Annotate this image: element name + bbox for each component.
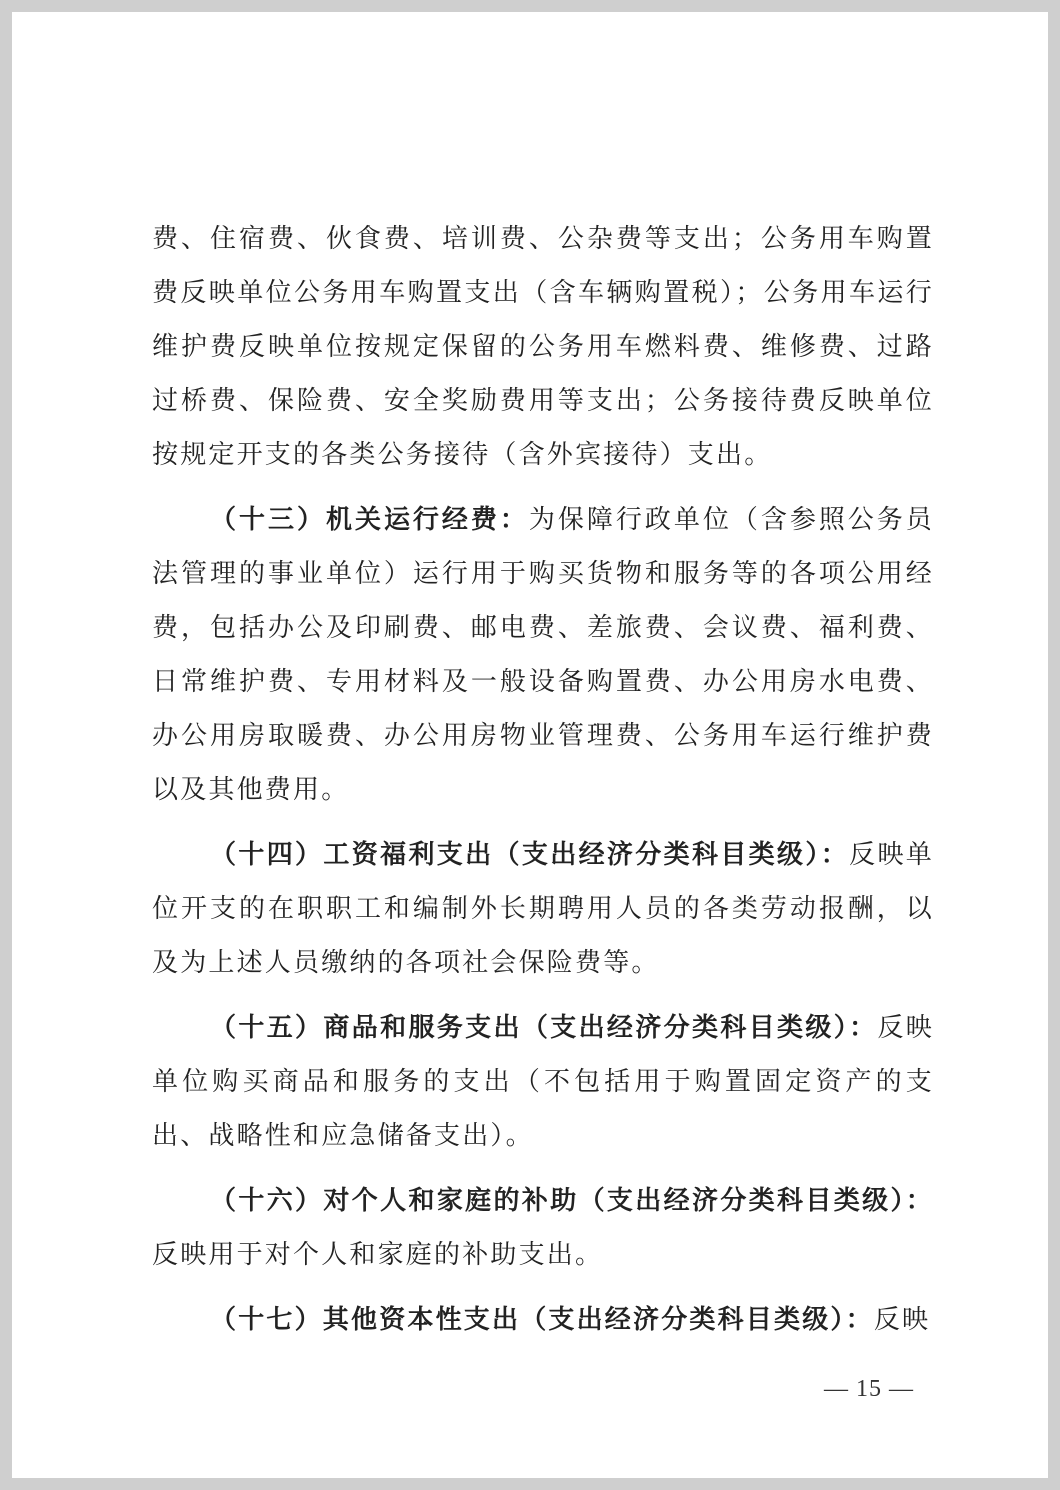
page-number: — 15 — xyxy=(824,1376,914,1402)
paragraph-15 xyxy=(152,1001,934,1163)
body-text xyxy=(152,212,934,1358)
paragraph-heading: （十五）商品和服务支出（支出经济分类科目类级）： xyxy=(210,1013,878,1043)
paragraph-17 xyxy=(152,1293,934,1347)
paragraph-text: 反映 xyxy=(873,1305,931,1335)
paragraph-text: 反映用于对个人和家庭的补助支出。 xyxy=(152,1240,604,1270)
paragraph-text: 为保障行政单位（含参照公务员法管理的事业单位）运行用于购买货物和服务等的各项公用经费，包括办公及印刷费、邮电费、差旅费、会议费、福利费、日常维护费、专用材料及一般设备购置费、办公用房水电费、办公用房取暖费、办公用房物业管理费、公务用车运行维护费以及其他费用。 xyxy=(152,505,934,805)
paragraph-heading: （十三）机关运行经费： xyxy=(210,505,529,535)
paragraph-heading: （十七）其他资本性支出（支出经济分类科目类级）： xyxy=(210,1305,874,1335)
paragraph-text: 反映单位购买商品和服务的支出（不包括用于购置固定资产的支出、战略性和应急储备支出）。 xyxy=(152,1013,934,1151)
paragraph-heading: （十六）对个人和家庭的补助（支出经济分类科目类级）： xyxy=(210,1186,934,1216)
paragraph-text: 费、住宿费、伙食费、培训费、公杂费等支出；公务用车购置费反映单位公务用车购置支出（含车辆购置税）；公务用车运行维护费反映单位按规定保留的公务用车燃料费、维修费、过路过桥费、保险费、安全奖励费用等支出；公务接待费反映单位按规定开支的各类公务接待（含外宾接待）支出。 xyxy=(152,224,934,470)
paragraph-heading: （十四）工资福利支出（支出经济分类科目类级）： xyxy=(210,840,850,870)
document-page xyxy=(12,12,1048,1478)
paragraph-14 xyxy=(152,828,934,990)
paragraph-text: 反映单位开支的在职职工和编制外长期聘用人员的各类劳动报酬，以及为上述人员缴纳的各项社会保险费等。 xyxy=(152,840,934,978)
paragraph-13 xyxy=(152,493,934,817)
paragraph-16 xyxy=(152,1174,934,1282)
paragraph-continuation xyxy=(152,212,934,482)
